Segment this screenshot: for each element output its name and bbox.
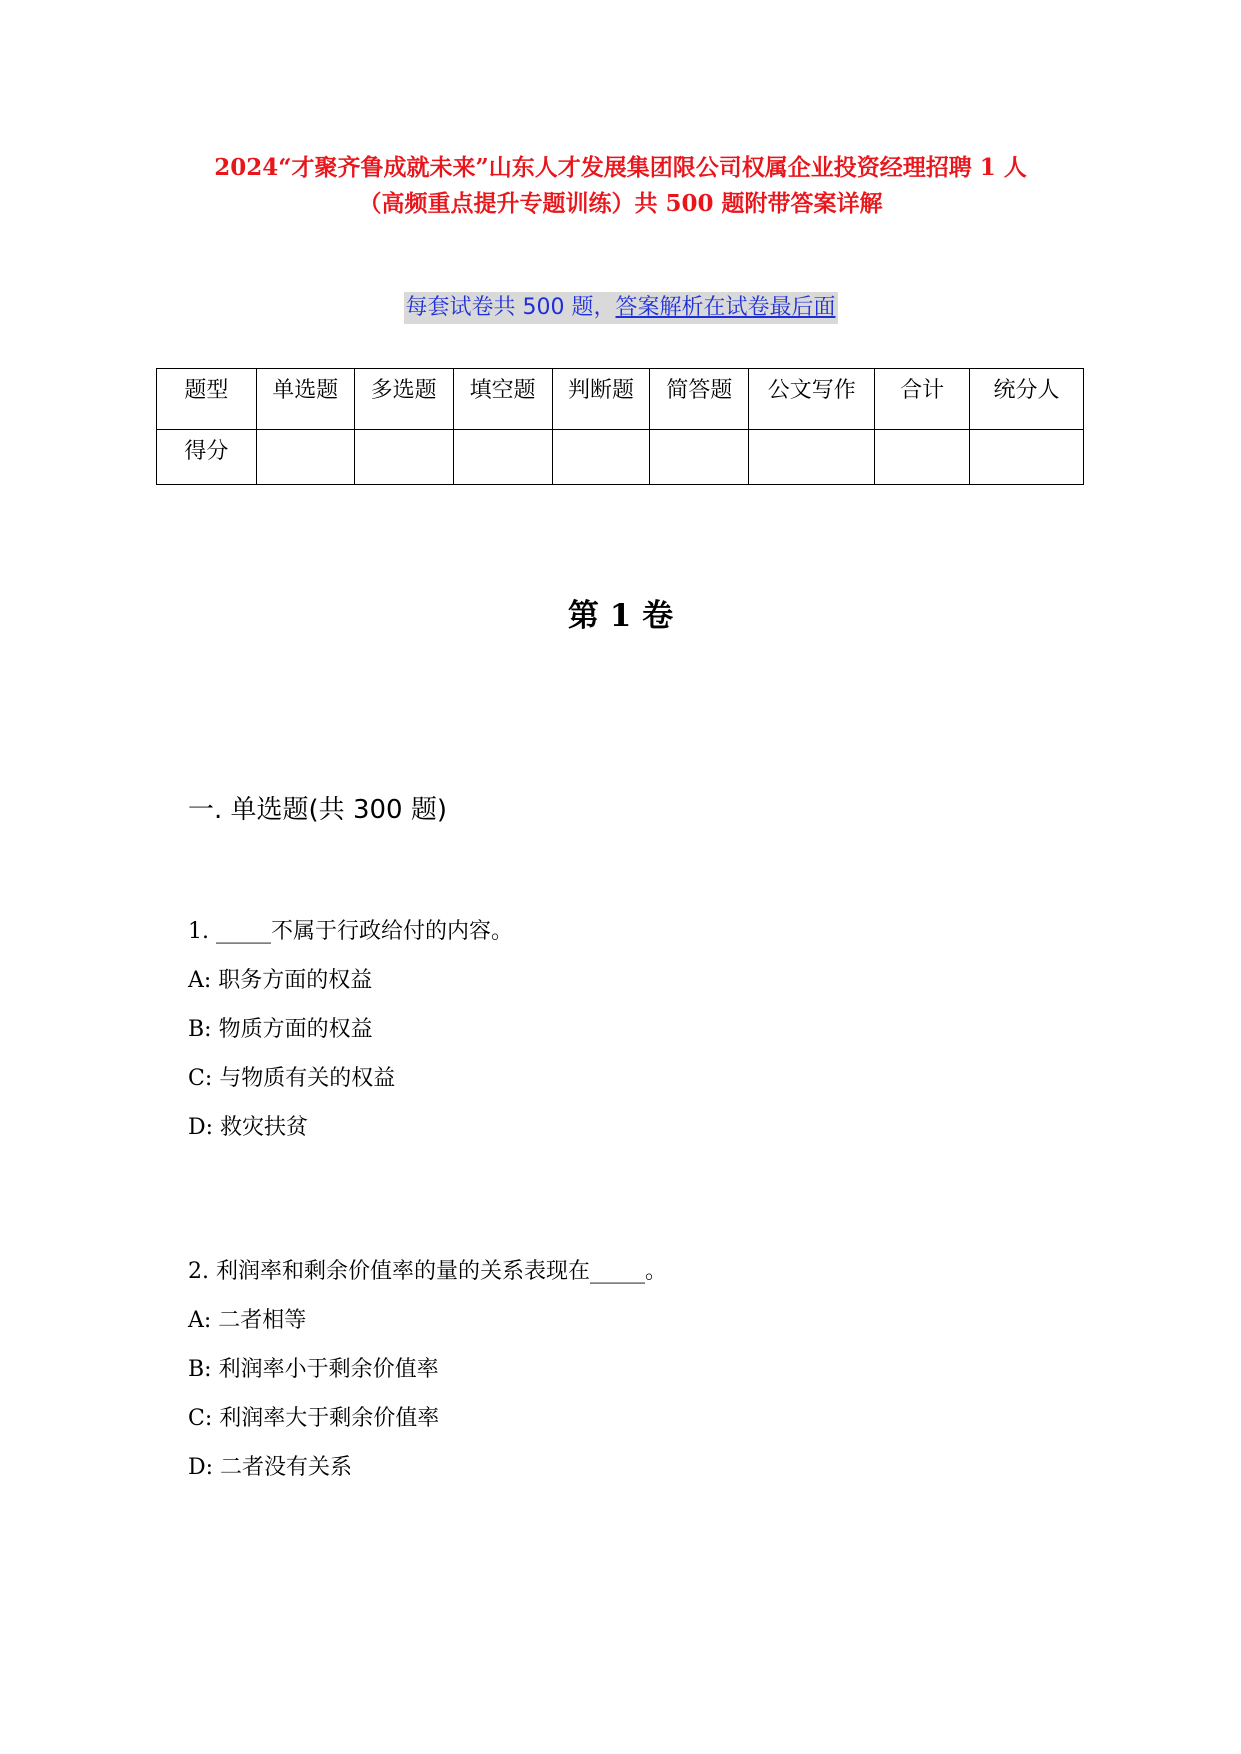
question-option[interactable]: A: 二者相等 [188, 1308, 307, 1333]
question-option[interactable]: A: 职务方面的权益 [188, 968, 373, 993]
header-cell: 判断题 [552, 369, 650, 430]
header-cell: 简答题 [650, 369, 749, 430]
answer-notice [0, 292, 1241, 324]
notice-link[interactable]: 答案解析在试卷最后面 [615, 295, 836, 320]
question-option[interactable]: B: 利润率小于剩余价值率 [188, 1357, 439, 1382]
question-option[interactable]: D: 救灾扶贫 [188, 1115, 309, 1140]
score-cell[interactable] [453, 430, 552, 485]
document-title [140, 150, 1101, 222]
score-cell[interactable] [875, 430, 970, 485]
question-option[interactable]: C: 利润率大于剩余价值率 [188, 1406, 440, 1431]
score-cell[interactable] [650, 430, 749, 485]
score-cell[interactable] [552, 430, 650, 485]
header-cell: 公文写作 [749, 369, 875, 430]
notice-highlight [404, 292, 838, 324]
question-option[interactable]: B: 物质方面的权益 [188, 1017, 373, 1042]
header-cell: 多选题 [354, 369, 453, 430]
score-table [156, 368, 1084, 485]
section-heading: 一. 单选题(共 300 题) [188, 795, 447, 825]
score-cell[interactable] [256, 430, 354, 485]
question-option[interactable]: C: 与物质有关的权益 [188, 1066, 396, 1091]
score-cell[interactable] [749, 430, 875, 485]
title-line-2: （高频重点提升专题训练）共 500 题附带答案详解 [358, 190, 883, 217]
header-cell: 合计 [875, 369, 970, 430]
score-cell[interactable] [970, 430, 1084, 485]
title-line-1: 2024“才聚齐鲁成就未来”山东人才发展集团限公司权属企业投资经理招聘 1 人 [214, 154, 1027, 181]
header-cell: 题型 [157, 369, 257, 430]
question-option[interactable]: D: 二者没有关系 [188, 1455, 353, 1480]
score-cell[interactable] [354, 430, 453, 485]
question-item [188, 916, 513, 1144]
header-cell: 统分人 [970, 369, 1084, 430]
header-cell: 填空题 [453, 369, 552, 430]
header-cell: 单选题 [256, 369, 354, 430]
question-stem: 2. 利润率和剩余价值率的量的关系表现在_____。 [188, 1259, 667, 1284]
question-stem: 1. _____不属于行政给付的内容。 [188, 919, 513, 944]
volume-title: 第 1 卷 [567, 598, 674, 634]
row-label-cell: 得分 [157, 430, 257, 485]
score-table-header-row [157, 369, 1084, 430]
notice-text: 每套试卷共 500 题， [405, 295, 616, 320]
score-table-score-row [157, 430, 1084, 485]
question-item [188, 1256, 667, 1484]
